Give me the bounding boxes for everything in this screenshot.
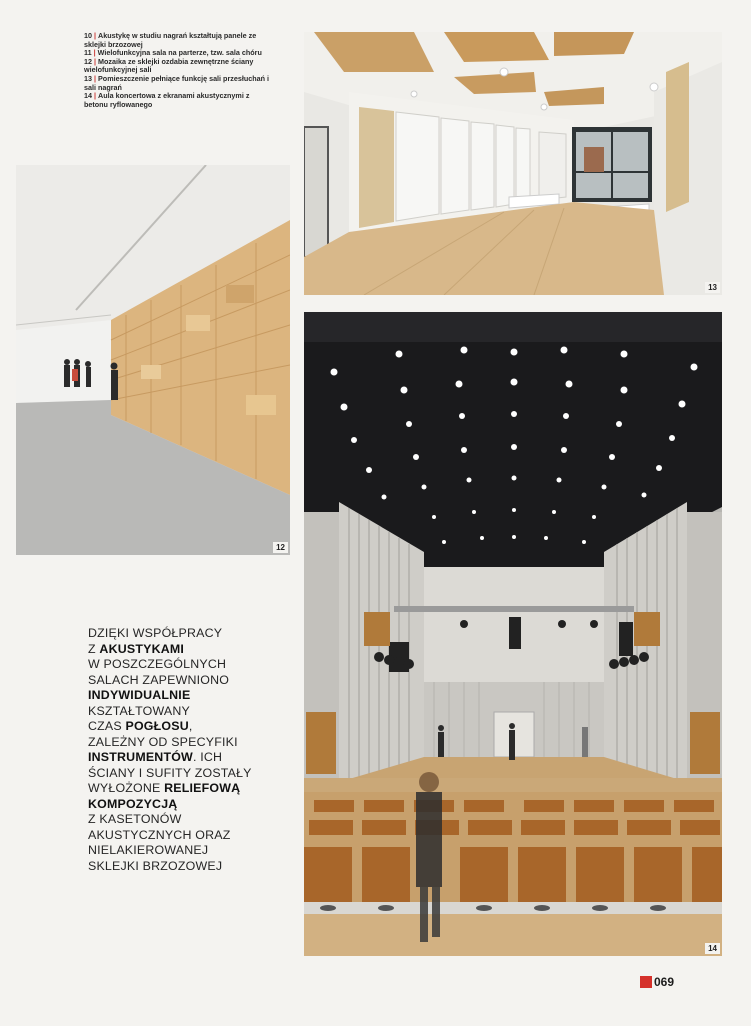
magazine-logo-icon <box>640 976 652 988</box>
photo-number-12: 12 <box>273 542 288 553</box>
caption-10: 10 | Akustykę w studiu nagrań kształtują panele ze sklejki brzozowej <box>84 31 257 49</box>
concert-hall-illustration <box>304 312 722 956</box>
photo-number-14: 14 <box>705 943 720 954</box>
pull-quote: DZIĘKI WSPÓŁPRACY Z AKUSTYKAMI W POSZCZEGÓLNYCH SALACH ZAPEWNIONO INDYWIDUALNIE KSZTAŁTOWANY CZAS POGŁOSU, ZALEŻNY OD SPECYFIKI INSTRUMENTÓW. ICH ŚCIANY I SUFITY ZOSTAŁY WYŁOŻONE RELIEFOWĄ KOMPOZYCJĄ Z KASETONÓW AKUSTYCZNYCH ORAZ NIELAKIEROWANEJ SKLEJKI BRZOZOWEJ <box>88 626 252 873</box>
photo-plywood-mosaic-wall <box>16 165 290 555</box>
caption-11: 11 | Wielofunkcyjna sala na parterze, tzw. sala chóru <box>84 48 262 58</box>
caption-13: 13 | Pomieszczenie pełniące funkcję sali przesłuchań i sali nagrań <box>84 73 269 92</box>
caption-14: 14 | Aula koncertowa z ekranami akustycznymi z betonu ryflowanego <box>84 91 250 109</box>
page-number: 069 <box>640 975 674 989</box>
audition-room-illustration <box>304 32 722 295</box>
photo-number-13: 13 <box>705 282 720 293</box>
photo-audition-room <box>304 32 722 295</box>
mosaic-wall-illustration <box>16 165 290 555</box>
photo-captions <box>84 32 274 109</box>
caption-12: 12 | Mozaika ze sklejki ozdabia zewnętrzne ściany wielofunkcyjnej sali <box>84 56 254 75</box>
photo-concert-hall <box>304 312 722 956</box>
